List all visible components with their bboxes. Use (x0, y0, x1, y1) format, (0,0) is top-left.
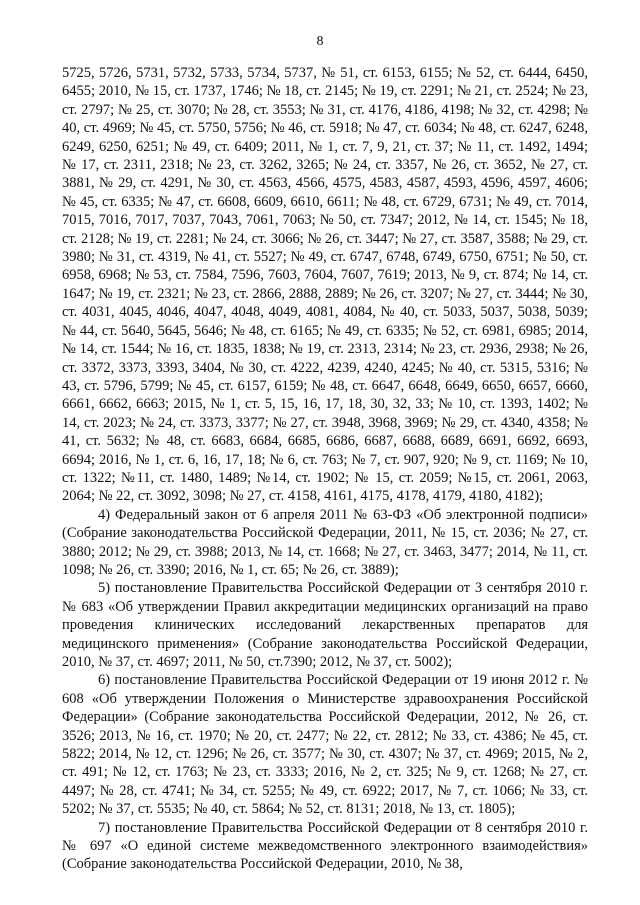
paragraph-item-5: 5) постановление Правительства Российской Федерации от 3 сентября 2010 г. № 683 «Об утверждении Правил аккредитации медицинских организаций на право проведения клинических исследований лекарственных препаратов для медицинского применения» (Собрание законодательства Российской Федерации, 2010, № 37, ст. 4697; 2011, № 50, ст.7390; 2012, № 37, ст. 5002); (62, 580, 588, 670)
paragraph-item-4: 4) Федеральный закон от 6 апреля 2011 № 63-ФЗ «Об электронной подписи» (Собрание законодательства Российской Федерации, 2011, № 15, ст. 2036; № 27, ст. 3880; 2012; № 29, ст. 3988; 2013, № 14, ст. 1668; № 27, ст. 3463, 3477; 2014, № 11, ст. 1098; № 26, ст. 3390; 2016, № 1, ст. 65; № 26, ст. 3889); (62, 506, 588, 578)
paragraph-item-7: 7) постановление Правительства Российской Федерации от 8 сентября 2010 г. № 697 «О единой системе межведомственного электронного взаимодействия» (Собрание законодательства Российской Федерации, 2010, № 38, (62, 819, 588, 873)
paragraph-item-6: 6) постановление Правительства Российской Федерации от 19 июня 2012 г. № 608 «Об утверждении Положения о Министерстве здравоохранения Российской Федерации» (Собрание законодательства Российской Федерации, 2012, № 26, ст. 3526; 2013, № 16, ст. 1970; № 20, ст. 2477; № 22, ст. 2812; № 33, ст. 4386; № 45, ст. 5822; 2014, № 12, ст. 1296; № 26, ст. 3577; № 30, ст. 4307; № 37, ст. 4969; 2015, № 2, ст. 491; № 12, ст. 1763; № 23, ст. 3333; 2016, № 2, ст. 325; № 9, ст. 1268; № 27, ст. 4497; № 28, ст. 4741; № 34, ст. 5255; № 49, ст. 6922; 2017, № 7, ст. 1066; № 33, ст. 5202; № 37, ст. 5535; № 40, ст. 5864; № 52, ст. 8131; 2018, № 13, ст. 1805); (62, 672, 588, 818)
paragraph-continuation: 5725, 5726, 5731, 5732, 5733, 5734, 5737, № 51, ст. 6153, 6155; № 52, ст. 6444, 6450, 6455; 2010, № 15, ст. 1737, 1746; № 18, ст. 2145; № 19, ст. 2291; № 21, ст. 2524; № 23, ст. 2797; № 25, ст. 3070; № 28, ст. 3553; № 31, ст. 4176, 4186, 4198; № 32, ст. 4298; № 40, ст. 4969; № 45, ст. 5750, 5756; № 46, ст. 5918; № 47, ст. 6034; № 48, ст. 6247, 6248, 6249, 6250, 6251; № 49, ст. 6409; 2011, № 1, ст. 7, 9, 21, ст. 37; № 11, ст. 1492, 1494; № 17, ст. 2311, 2318; № 23, ст. 3262, 3265; № 24, ст. 3357, № 26, ст. 3652, № 27, ст. 3881, № 29, ст. 4291, № 30, ст. 4563, 4566, 4575, 4583, 4587, 4593, 4596, 4597, 4606; № 45, ст. 6335; № 47, ст. 6608, 6609, 6610, 6611; № 48, ст. 6729, 6731; № 49, ст. 7014, 7015, 7016, 7017, 7037, 7043, 7061, 7063; № 50, ст. 7347; 2012, № 14, ст. 1545; № 18, ст. 2128; № 19, ст. 2281; № 24, ст. 3066; № 26, ст. 3447; № 27, ст. 3587, 3588; № 29, ст. 3980; № 31, ст. 4319, № 41, ст. 5527; № 49, ст. 6747, 6748, 6749, 6750, 6751; № 50, ст. 6958, 6968; № 53, ст. 7584, 7596, 7603, 7604, 7607, 7619; 2013, № 9, ст. 874; № 14, ст. 1647; № 19, ст. 2321; № 23, ст. 2866, 2888, 2889; № 26, ст. 3207; № 27, ст. 3444; № 30, ст. 4031, 4045, 4046, 4047, 4048, 4049, 4081, 4084, № 40, ст. 5033, 5037, 5038, 5039; № 44, ст. 5640, 5645, 5646; № 48, ст. 6165; № 49, ст. 6335; № 52, ст. 6981, 6985; 2014, № 14, ст. 1544; № 16, ст. 1835, 1838; № 19, ст. 2313, 2314; № 23, ст. 2936, 2938; № 26, ст. 3372, 3373, 3393, 3404, № 30, ст. 4222, 4239, 4240, 4245; № 40, ст. 5315, 5316; № 43, ст. 5796, 5799; № 45, ст. 6157, 6159; № 48, ст. 6647, 6648, 6649, 6650, 6657, 6660, 6661, 6662, 6663; 2015, № 1, ст. 5, 15, 16, 17, 18, 30, 32, 33; № 10, ст. 1393, 1402; № 14, ст. 2023; № 24, ст. 3373, 3377; № 27, ст. 3948, 3968, 3969; № 29, ст. 4340, 4358; № 41, ст. 5632; № 48, ст. 6683, 6684, 6685, 6686, 6687, 6688, 6689, 6691, 6692, 6693, 6694; 2016, № 1, ст. 6, 16, 17, 18; № 6, ст. 763; № 7, ст. 907, 920; № 9, ст. 1169; № 10, ст. 1322; №11, ст. 1480, 1489; №14, ст. 1902; № 15, ст. 2059; №15, ст. 2061, 2063, 2064; № 22, ст. 3092, 3098; № 27, ст. 4158, 4161, 4175, 4178, 4179, 4180, 4182); (62, 65, 588, 505)
document-body (62, 64, 588, 874)
page-number: 8 (316, 34, 324, 49)
